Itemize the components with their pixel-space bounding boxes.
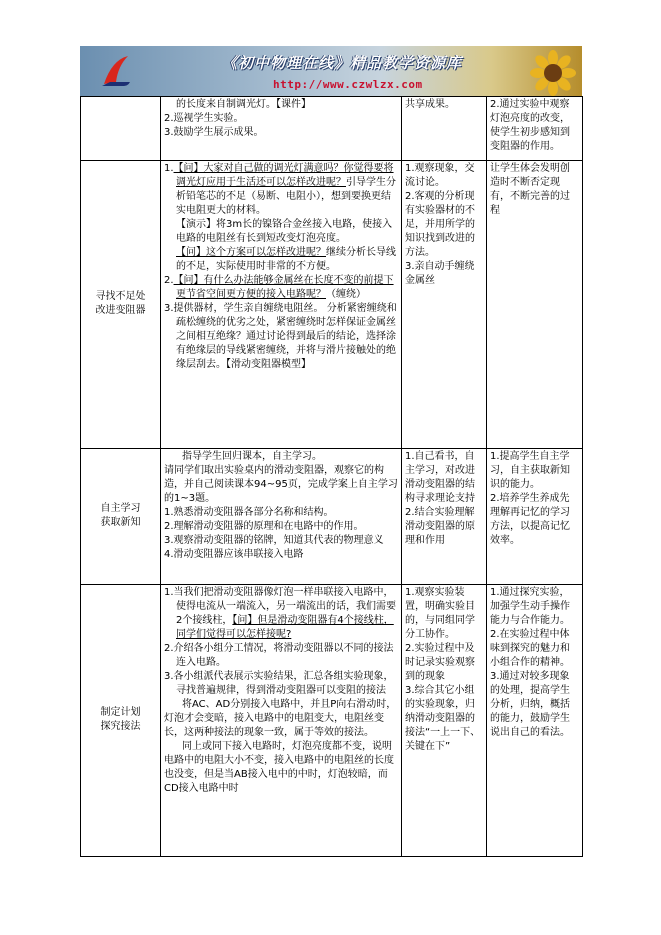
sunflower-icon (530, 50, 576, 96)
student-activity-cell: 1.自己看书，自主学习，对改进滑动变阻器的结构寻求理论支持 2.结合实验理解滑动变阻器的原理和作用 (402, 449, 487, 585)
table-row (81, 97, 583, 161)
lesson-plan-table (80, 96, 583, 857)
table-row (81, 449, 583, 585)
student-activity-cell: 1.观察实验装置，明确实验目的，与同组同学分工协作。 2.实验过程中及时记录实验观察到的现象 3.综合其它小组的实验现象，归纳滑动变阻器的接法“一上一下、关键在下” (402, 585, 487, 857)
design-intent-cell: 1.提高学生自主学习，自主获取新知识的能力。 2.培养学生养成先理解再记忆的学习方法，以提高记忆效率。 (487, 449, 583, 585)
logo-icon (98, 52, 138, 92)
student-activity-cell: 共享成果。 (402, 97, 487, 161)
stage-cell: 制定计划 探究接法 (81, 585, 161, 857)
header-banner (80, 46, 582, 96)
teacher-activity-cell: 1.当我们把滑动变阻器像灯泡一样串联接入电路中，使得电流从一端流入，另一端流出的话，我们需要2个接线柱，【问】但是滑动变阻器有4个接线柱，同学们觉得可以怎样接呢? 2.介绍各小组分工情况，将滑动变阻器以不同的接法连入电路。 3.各小组派代表展示实验结果，汇总各组实验现象，寻找普遍规律，得到滑动变阻器可以变阻的接法 将AC、AD分别接入电路中，并且P向右滑动时，灯泡才会变暗，接入电路中的电阻变大，电阻丝变长，这两种接法的现象一致，属于等效的接法。 同上或同下接入电路时，灯泡亮度都不变，说明电路中的电阻大小不变，接入电路中的电阻丝的长度也没变，但是当AB接入电中的中时，灯泡较暗，而CD接入电路中时 (161, 585, 402, 857)
table-row (81, 585, 583, 857)
teacher-activity-cell: 的长度来自制调光灯。【课件】 2.巡视学生实验。 3.鼓励学生展示成果。 (161, 97, 402, 161)
site-title: 《初中物理在线》精品教学资源库 (222, 54, 463, 72)
student-activity-cell: 1.观察现象，交流讨论。 2.客观的分析现有实验器材的不足，并用所学的知识找到改进的方法。 3.亲自动手缠绕金属丝 (402, 161, 487, 449)
design-intent-cell: 1.通过探究实验，加强学生动手操作能力与合作能力。 2.在实验过程中体味到探究的魅力和小组合作的精神。 3.通过对较多现象的处理，提高学生分析，归纳，概括的能力，鼓励学生说出自己的看法。 (487, 585, 583, 857)
stage-cell: 寻找不足处 改进变阻器 (81, 161, 161, 449)
table-row (81, 161, 583, 449)
teacher-activity-cell: 1.【问】大家对自己做的调光灯满意吗？你觉得要将调光灯应用于生活还可以怎样改进呢？引导学生分析铅笔芯的不足（易断、电阻小），想到要换更结实电阻更大的材料。 【演示】将3m长的镍铬合金丝接入电路，使接入电路的电阻丝有长到短改变灯泡亮度。 【问】这个方案可以怎样改进呢？继续分析长导线的不足，实际使用时非常的不方便。 2.【问】有什么办法能够金属丝在长度不变的前提下更节省空间更方便的接入电路呢？（缠绕） 3.提供器材，学生亲自缠绕电阻丝。 分析紧密缠绕和疏松缠绕的优劣之处，紧密缠绕时怎样保证金属丝之间相互绝缘？通过讨论得到最后的结论，选择涂有绝缘层的导线紧密缠绕，并将与滑片接触处的绝缘层刮去。【滑动变阻器模型】 (161, 161, 402, 449)
stage-cell: 自主学习 获取新知 (81, 449, 161, 585)
stage-cell (81, 97, 161, 161)
design-intent-cell: 让学生体会发明创造时不断否定现有，不断完善的过程 (487, 161, 583, 449)
design-intent-cell: 2.通过实验中观察灯泡亮度的改变，使学生初步感知到变阻器的作用。 (487, 97, 583, 161)
teacher-activity-cell: 指导学生回归课本，自主学习。 请同学们取出实验桌内的滑动变阻器，观察它的构造，并自己阅读课本94~95页，完成学案上自主学习的1~3题。 1.熟悉滑动变阻器各部分名称和结构。 2.理解滑动变阻器的原理和在电路中的作用。 3.观察滑动变阻器的铭牌，知道其代表的物理意义 4.滑动变阻器应该串联接入电路 (161, 449, 402, 585)
site-url[interactable]: http://www.czwlzx.com (273, 78, 423, 91)
